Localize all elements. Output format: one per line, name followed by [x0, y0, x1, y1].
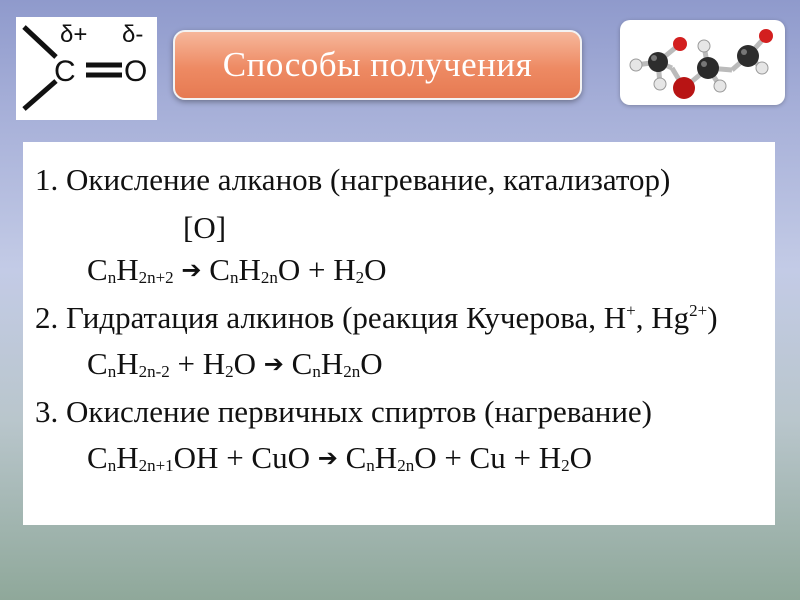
- oxygen-atom: O: [124, 55, 148, 88]
- formula-text: C: [87, 440, 108, 475]
- formula-subscript: n: [366, 456, 375, 475]
- reaction-arrow-icon: ➔: [181, 256, 202, 284]
- method-2-heading: [35, 302, 718, 333]
- formula-subscript: 2: [355, 268, 365, 287]
- method-3-equation: [87, 442, 592, 474]
- formula-subscript: 2: [561, 456, 570, 475]
- formula-subscript: n: [107, 362, 117, 381]
- method-1-heading: 1. Окисление алканов (нагревание, катализатор): [35, 162, 671, 197]
- formula-subscript: 2n-2: [138, 362, 170, 381]
- formula-text: C: [87, 252, 108, 287]
- formula-text: C: [87, 346, 108, 381]
- formula-text: C: [345, 440, 367, 475]
- page-title-text: Способы получения: [222, 45, 533, 84]
- formula-subscript: 2n: [260, 268, 278, 287]
- formula-subscript: 2n+1: [138, 456, 174, 475]
- formula-subscript: n: [312, 362, 321, 381]
- formula-text: O: [233, 346, 257, 381]
- carbonyl-logo: [16, 17, 157, 120]
- formula-text: H: [116, 252, 139, 287]
- formula-text: H: [116, 346, 139, 381]
- molecule-model-image: [620, 20, 785, 105]
- formula-text: H: [238, 252, 261, 287]
- formula-subscript: 2n: [343, 362, 361, 381]
- heading-text: 2. Гидратация алкинов (реакция Кучерова, H: [35, 300, 627, 335]
- formula-text: O: [364, 252, 387, 287]
- reaction-arrow-icon: ➔: [317, 444, 338, 472]
- formula-text: H: [116, 440, 139, 475]
- page-title: [173, 30, 582, 100]
- formula-text: O + Cu + H: [414, 440, 562, 475]
- formula-subscript: n: [107, 268, 117, 287]
- heading-text: ): [707, 300, 718, 335]
- formula-text: OH + CuO: [173, 440, 310, 475]
- formula-text: O: [360, 346, 383, 381]
- formula-subscript: n: [229, 268, 239, 287]
- bond-lower: [24, 81, 56, 109]
- content-panel: [23, 142, 775, 525]
- heading-superscript: +: [626, 301, 636, 320]
- ball-and-stick-molecule-icon: [620, 20, 785, 105]
- delta-minus-label: δ-: [122, 21, 144, 48]
- carbon-atom: C: [54, 55, 76, 88]
- formula-subscript: 2n+2: [138, 268, 174, 287]
- method-3-heading: 3. Окисление первичных спиртов (нагревание): [35, 394, 653, 429]
- formula-text: H: [320, 346, 344, 381]
- formula-text: C: [291, 346, 313, 381]
- formula-text: H: [374, 440, 398, 475]
- method-1-catalyst: [O]: [183, 210, 227, 245]
- formula-subscript: n: [107, 456, 117, 475]
- formula-subscript: 2n: [397, 456, 415, 475]
- reaction-arrow-icon: ➔: [263, 350, 284, 378]
- bond-upper: [24, 27, 56, 57]
- formula-text: C: [209, 252, 230, 287]
- formula-text: + H: [169, 346, 226, 381]
- formula-text: O + H: [277, 252, 356, 287]
- formula-subscript: 2: [225, 362, 234, 381]
- formula-text: O: [569, 440, 592, 475]
- method-1-equation: [87, 254, 387, 286]
- method-2-equation: [87, 348, 383, 380]
- carbonyl-structure-icon: [16, 17, 157, 120]
- heading-text: , Hg: [635, 300, 690, 335]
- delta-plus-label: δ+: [60, 21, 88, 48]
- heading-superscript: 2+: [689, 301, 708, 320]
